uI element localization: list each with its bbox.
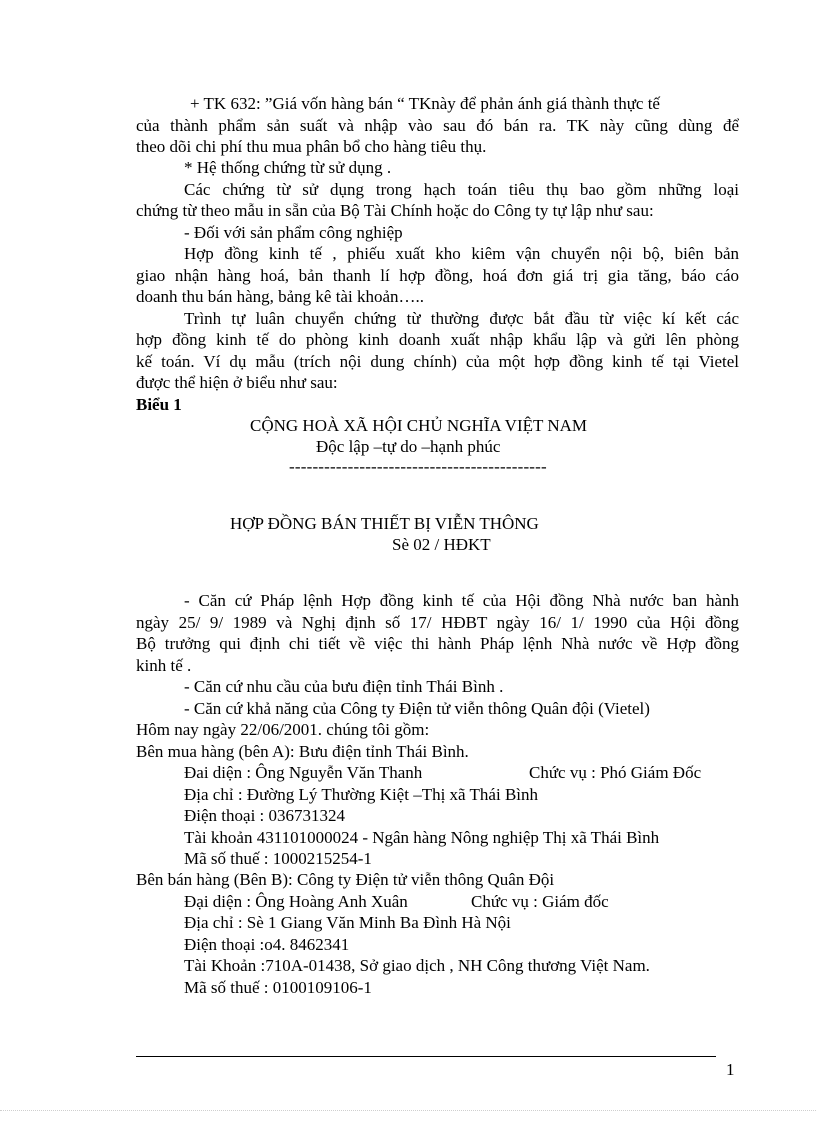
intro-line: Trình tự luân chuyển chứng từ thường được bắt đầu từ việc kí kết các — [184, 309, 739, 328]
basis-line: - Căn cứ nhu cầu của bưu điện tỉnh Thái Bình . — [184, 677, 504, 696]
basis-line: kinh tế . — [136, 656, 192, 675]
basis-line: - Căn cứ Pháp lệnh Hợp đồng kinh tế của Hội đồng Nhà nước ban hành — [184, 591, 739, 610]
nation-header: CỘNG HOÀ XÃ HỘI CHỦ NGHĨA VIỆT NAM — [250, 416, 588, 435]
contract-number: Sè 02 / HĐKT — [392, 535, 491, 554]
party-a-address: Địa chỉ : Đường Lý Thường Kiệt –Thị xã Thái Bình — [184, 785, 539, 804]
basis-line: Bộ trưởng qui định chi tiết về việc thi hành Pháp lệnh Nhà nước về Hợp đồng — [136, 634, 739, 653]
contract-title: HỢP ĐỒNG BÁN THIẾT BỊ VIỄN THÔNG — [230, 514, 539, 533]
intro-line: được thể hiện ở biểu như sau: — [136, 373, 338, 392]
form-label: Biểu 1 — [136, 395, 182, 414]
party-a-phone: Điện thoại : 036731324 — [184, 806, 346, 825]
party-a-rep: Đai diện : Ông Nguyễn Văn Thanh — [184, 763, 423, 782]
intro-line: - Đối với sản phẩm công nghiệp — [184, 223, 403, 242]
footer-rule — [136, 1056, 716, 1057]
intro-line: kế toán. Ví dụ mẫu (trích nội dung chính) của một hợp đồng kinh tế tại Vietel — [136, 352, 739, 371]
basis-line: ngày 25/ 9/ 1989 và Nghị định số 17/ HĐBT ngày 16/ 1/ 1990 của Hội đồng — [136, 613, 739, 632]
page-number: 1 — [726, 1060, 735, 1079]
party-b-phone: Điện thoại :o4. 8462341 — [184, 935, 350, 954]
intro-line: hợp đồng kinh tế do phòng kinh doanh xuất nhập khẩu lập và gửi lên phòng — [136, 330, 739, 349]
intro-line: giao nhận hàng hoá, bản thanh lí hợp đồng, hoá đơn giá trị gia tăng, báo cáo — [136, 266, 739, 285]
party-b-role: Chức vụ : Giám đốc — [471, 892, 609, 911]
intro-line: theo dõi chi phí thu mua phân bổ cho hàng tiêu thụ. — [136, 137, 487, 156]
intro-line: doanh thu bán hàng, bảng kê tài khoản….. — [136, 287, 424, 306]
page-break-divider — [0, 1110, 816, 1111]
intro-line: Hợp đồng kinh tế , phiếu xuất kho kiêm vận chuyển nội bộ, biên bản — [184, 244, 739, 263]
party-a-tax: Mã số thuế : 1000215254-1 — [184, 849, 372, 868]
party-a-account: Tài khoản 431101000024 - Ngân hàng Nông nghiệp Thị xã Thái Bình — [184, 828, 660, 847]
party-a-role: Chức vụ : Phó Giám Đốc — [529, 763, 702, 782]
date-line: Hôm nay ngày 22/06/2001. chúng tôi gồm: — [136, 720, 430, 739]
party-b-tax: Mã số thuế : 0100109106-1 — [184, 978, 372, 997]
basis-line: - Căn cứ khả năng của Công ty Điện tử viễn thông Quân đội (Vietel) — [184, 699, 650, 718]
header-rule: -------------------------------------------- — [289, 457, 547, 476]
party-b-account: Tài Khoản :710A-01438, Sở giao dịch , NH Công thương Việt Nam. — [184, 956, 650, 975]
intro-line: Các chứng từ sử dụng trong hạch toán tiêu thụ bao gồm những loại — [184, 180, 739, 199]
party-a-heading: Bên mua hàng (bên A): Bưu điện tỉnh Thái Bình. — [136, 742, 469, 761]
party-b-rep: Đại diện : Ông Hoàng Anh Xuân — [184, 892, 408, 911]
intro-line: + TK 632: ”Giá vốn hàng bán “ TKnày để phản ánh giá thành thực tế — [190, 94, 660, 113]
party-b-heading: Bên bán hàng (Bên B): Công ty Điện tử viễn thông Quân Đội — [136, 870, 555, 889]
intro-line: chứng từ theo mẫu in sẵn của Bộ Tài Chính hoặc do Công ty tự lập như sau: — [136, 201, 654, 220]
party-b-address: Địa chỉ : Sè 1 Giang Văn Minh Ba Đình Hà Nội — [184, 913, 511, 932]
motto: Độc lập –tự do –hạnh phúc — [316, 437, 501, 456]
intro-line: * Hệ thống chứng từ sử dụng . — [184, 158, 392, 177]
intro-line: của thành phẩm sản suất và nhập vào sau đó bán ra. TK này cũng dùng để — [136, 116, 739, 135]
